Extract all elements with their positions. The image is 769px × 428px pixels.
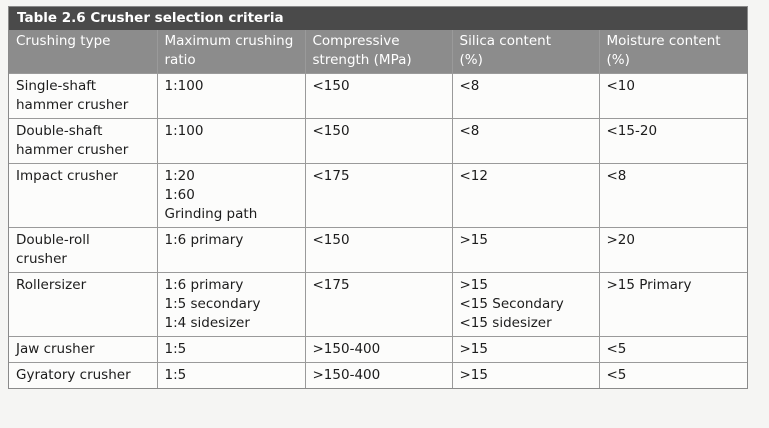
cell-silica-content	[452, 337, 599, 363]
cell-line: 1:6 primary	[164, 232, 244, 248]
cell-line: >150-400	[312, 341, 381, 357]
cell-line: 1:5 secondary	[164, 296, 261, 312]
cell-line: 1:6 primary	[164, 277, 244, 293]
header-row	[9, 30, 747, 74]
cell-line: <175	[312, 168, 350, 184]
crusher-table-container	[8, 6, 748, 389]
cell-line: <15-20	[606, 123, 658, 139]
cell-silica-content	[452, 119, 599, 164]
cell-crushing-type	[9, 363, 157, 389]
cell-line: Double-roll	[16, 232, 90, 248]
cell-line: Grinding path	[164, 206, 258, 222]
table-row	[9, 119, 747, 164]
cell-compressive-strength	[305, 273, 452, 337]
table-row	[9, 273, 747, 337]
cell-line: Rollersizer	[16, 277, 87, 293]
cell-line: Gyratory crusher	[16, 367, 131, 383]
cell-compressive-strength	[305, 119, 452, 164]
cell-silica-content	[452, 164, 599, 228]
cell-max-crushing-ratio	[157, 164, 305, 228]
cell-line: 1:100	[164, 123, 204, 139]
table-body	[9, 74, 747, 389]
cell-line: Single-shaft	[16, 78, 97, 94]
cell-compressive-strength	[305, 337, 452, 363]
cell-crushing-type	[9, 119, 157, 164]
cell-line: 1:60	[164, 187, 195, 203]
crusher-selection-table	[9, 30, 747, 388]
cell-line: crusher	[16, 251, 67, 267]
cell-line: >20	[606, 232, 635, 248]
cell-line: >15	[459, 277, 488, 293]
cell-max-crushing-ratio	[157, 119, 305, 164]
cell-line: <12	[459, 168, 488, 184]
cell-line: <15 Secondary	[459, 296, 564, 312]
header-crushing-type: Crushing type	[9, 30, 157, 74]
cell-line: hammer crusher	[16, 142, 129, 158]
header-silica-content: Silica content (%)	[452, 30, 599, 74]
cell-line: Impact crusher	[16, 168, 118, 184]
cell-line: <5	[606, 367, 627, 383]
cell-moisture-content	[599, 337, 747, 363]
cell-silica-content	[452, 273, 599, 337]
cell-compressive-strength	[305, 164, 452, 228]
cell-line: <8	[606, 168, 627, 184]
cell-compressive-strength	[305, 363, 452, 389]
cell-moisture-content	[599, 228, 747, 273]
header-compressive-strength: Compressive strength (MPa)	[305, 30, 452, 74]
header-max-crushing-ratio: Maximum crushing ratio	[157, 30, 305, 74]
cell-compressive-strength	[305, 74, 452, 119]
cell-compressive-strength	[305, 228, 452, 273]
table-row	[9, 337, 747, 363]
cell-crushing-type	[9, 337, 157, 363]
cell-line: >15 Primary	[606, 277, 692, 293]
cell-line: >150-400	[312, 367, 381, 383]
cell-silica-content	[452, 228, 599, 273]
cell-line: <175	[312, 277, 350, 293]
cell-max-crushing-ratio	[157, 363, 305, 389]
cell-line: <150	[312, 78, 350, 94]
cell-line: 1:5	[164, 367, 187, 383]
cell-line: 1:4 sidesizer	[164, 315, 250, 331]
cell-line: hammer crusher	[16, 97, 129, 113]
cell-max-crushing-ratio	[157, 74, 305, 119]
cell-crushing-type	[9, 74, 157, 119]
table-row	[9, 228, 747, 273]
cell-silica-content	[452, 363, 599, 389]
cell-line: 1:100	[164, 78, 204, 94]
table-title: Table 2.6 Crusher selection criteria	[9, 7, 747, 30]
cell-silica-content	[452, 74, 599, 119]
cell-moisture-content	[599, 273, 747, 337]
cell-line: <15 sidesizer	[459, 315, 552, 331]
cell-max-crushing-ratio	[157, 273, 305, 337]
table-row	[9, 164, 747, 228]
cell-moisture-content	[599, 119, 747, 164]
cell-crushing-type	[9, 273, 157, 337]
cell-line: 1:20	[164, 168, 195, 184]
cell-max-crushing-ratio	[157, 337, 305, 363]
cell-line: <8	[459, 78, 480, 94]
cell-line: Jaw crusher	[16, 341, 95, 357]
cell-moisture-content	[599, 363, 747, 389]
cell-max-crushing-ratio	[157, 228, 305, 273]
cell-line: >15	[459, 367, 488, 383]
cell-line: <8	[459, 123, 480, 139]
cell-line: >15	[459, 341, 488, 357]
header-moisture-content: Moisture content (%)	[599, 30, 747, 74]
cell-line: <150	[312, 123, 350, 139]
cell-crushing-type	[9, 164, 157, 228]
cell-crushing-type	[9, 228, 157, 273]
cell-line: >15	[459, 232, 488, 248]
cell-line: <10	[606, 78, 635, 94]
cell-line: <150	[312, 232, 350, 248]
cell-moisture-content	[599, 164, 747, 228]
table-row	[9, 363, 747, 389]
cell-line: Double-shaft	[16, 123, 103, 139]
table-row	[9, 74, 747, 119]
cell-line: <5	[606, 341, 627, 357]
cell-line: 1:5	[164, 341, 187, 357]
cell-moisture-content	[599, 74, 747, 119]
